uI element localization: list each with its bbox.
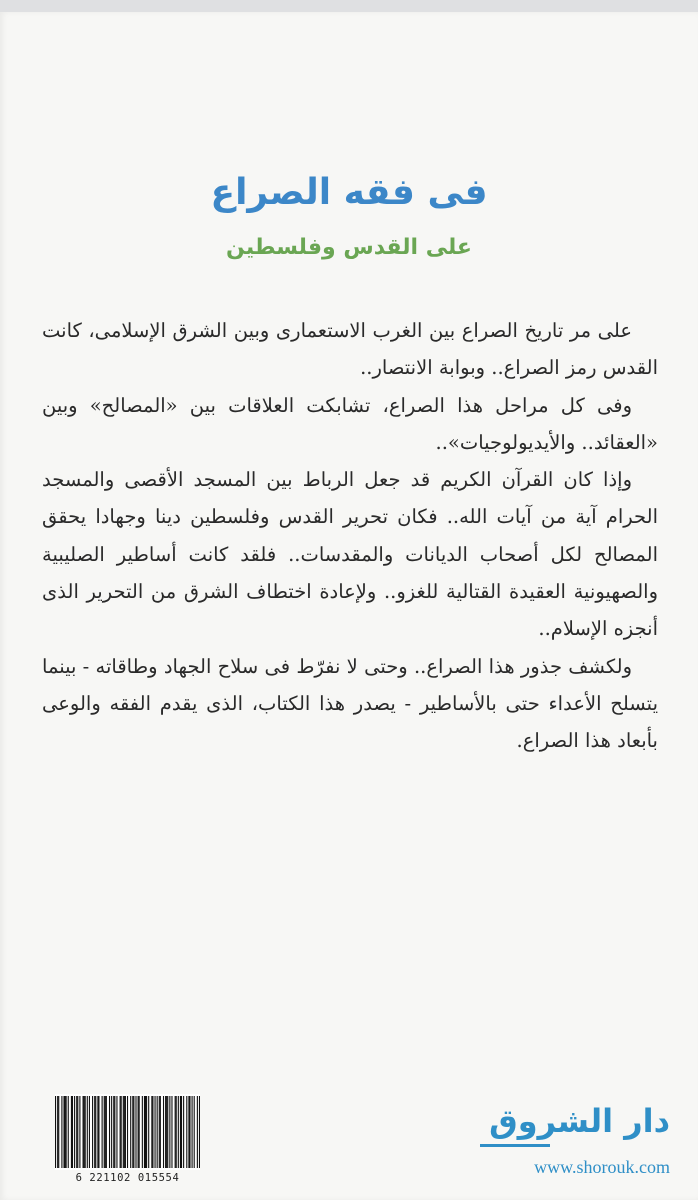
- blurb-text: [42, 312, 658, 760]
- publisher-logo-line: [480, 1144, 550, 1147]
- blurb-paragraph: وإذا كان القرآن الكريم قد جعل الرباط بين المسجد الأقصى والمسجد الحرام آية من آيات الله.. فكان تحرير القدس وفلسطين دينا وجهادا يحقق المصالح لكل أصحاب الديانات والمقدسات.. فلقد كانت أساطير الصليبية والصهيونية العقيدة القتالية للغزو.. ولإعادة اختطاف الشرق من التحرير الذى أنجزه الإسلام..: [42, 468, 658, 641]
- book-subtitle: على القدس وفلسطين: [226, 235, 472, 260]
- viewer-top-bar: [0, 0, 698, 12]
- blurb-paragraph: على مر تاريخ الصراع بين الغرب الاستعمارى وبين الشرق الإسلامى، كانت القدس رمز الصراع.. وبوابة الانتصار..: [42, 319, 658, 380]
- book-back-cover: [0, 12, 698, 1200]
- book-title: فى فقه الصراع: [210, 172, 488, 213]
- blurb-paragraph: ولكشف جذور هذا الصراع.. وحتى لا نفرّط فى سلاح الجهاد وطاقاته - بينما يتسلح الأعداء حتى بالأساطير - يصدر هذا الكتاب، الذى يقدم الفقه والوعى بأبعاد هذا الصراع.: [42, 654, 658, 753]
- isbn-barcode: [55, 1094, 200, 1194]
- barcode-number: 6 221102 015554: [75, 1172, 180, 1184]
- barcode-icon: [55, 1094, 200, 1170]
- blurb-paragraph: وفى كل مراحل هذا الصراع، تشابكت العلاقات بين «المصالح» وبين «العقائد.. والأيديولوجيات»..: [42, 393, 658, 454]
- publisher-name: دار الشروق: [489, 1102, 670, 1140]
- publisher-logo: [440, 1102, 670, 1192]
- publisher-url[interactable]: www.shorouk.com: [534, 1157, 670, 1177]
